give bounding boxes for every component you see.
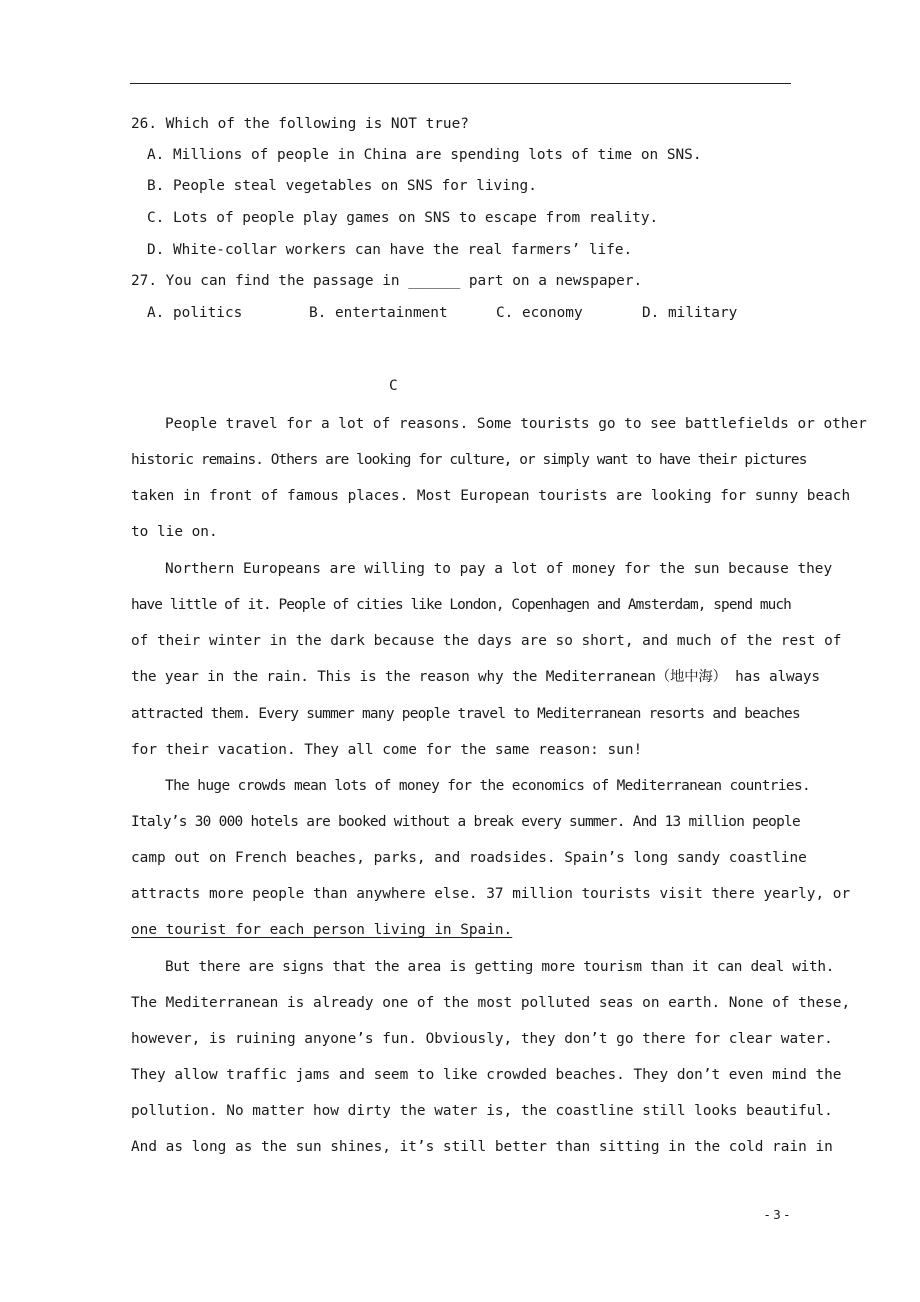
passage-line: The huge crowds mean lots of money for the economics of Mediterranean countries. (165, 778, 811, 794)
passage-line: to lie on. (131, 524, 218, 540)
question-27: 27. You can find the passage in ______ part on a newspaper. (131, 273, 643, 289)
passage-line: And as long as the sun shines, it’s still better than sitting in the cold rain in (131, 1139, 833, 1155)
passage-line: People travel for a lot of reasons. Some tourists go to see battlefields or other (165, 416, 867, 432)
passage-line: attracts more people than anywhere else. 37 million tourists visit there yearly, or (131, 886, 851, 902)
passage-line: But there are signs that the area is getting more tourism than it can deal with. (165, 959, 835, 975)
passage-line: pollution. No matter how dirty the water is, the coastline still looks beautiful. (131, 1103, 833, 1119)
q26-option-c: C. Lots of people play games on SNS to escape from reality. (147, 210, 659, 226)
page-number: - 3 - (765, 1208, 789, 1222)
question-26: 26. Which of the following is NOT true? (131, 116, 469, 132)
passage-line: Italy’s 30 000 hotels are booked without a break every summer. And 13 million people (131, 814, 800, 830)
passage-line: historic remains. Others are looking for culture, or simply want to have their pictures (131, 452, 807, 468)
header-rule (130, 83, 791, 84)
passage-line: the year in the rain. This is the reason why the Mediterranean（地中海） has always (131, 669, 820, 685)
passage-line: attracted them. Every summer many people travel to Mediterranean resorts and beaches (131, 706, 800, 722)
q26-option-b: B. People steal vegetables on SNS for living. (147, 178, 537, 194)
underlined-sentence: one tourist for each person living in Spain. (131, 922, 513, 938)
passage-line: have little of it. People of cities like London, Copenhagen and Amsterdam, spend much (131, 597, 791, 613)
section-heading: C (389, 378, 398, 394)
q27-option-d: D. military (642, 305, 738, 321)
q27-option-c: C. economy (496, 305, 583, 321)
passage-line: for their vacation. They all come for the same reason: sun! (131, 742, 643, 758)
passage-line: camp out on French beaches, parks, and roadsides. Spain’s long sandy coastline (131, 850, 807, 866)
q26-option-d: D. White-collar workers can have the real farmers’ life. (147, 242, 633, 258)
passage-line: Northern Europeans are willing to pay a lot of money for the sun because they (165, 561, 833, 577)
passage-line: The Mediterranean is already one of the most polluted seas on earth. None of these, (131, 995, 851, 1011)
passage-line: They allow traffic jams and seem to like crowded beaches. They don’t even mind the (131, 1067, 842, 1083)
passage-line: taken in front of famous places. Most European tourists are looking for sunny beach (131, 488, 851, 504)
q27-option-a: A. politics (147, 305, 243, 321)
q27-option-b: B. entertainment (309, 305, 448, 321)
q26-option-a: A. Millions of people in China are spending lots of time on SNS. (147, 147, 702, 163)
passage-line: however, is ruining anyone’s fun. Obviously, they don’t go there for clear water. (131, 1031, 833, 1047)
passage-line: of their winter in the dark because the days are so short, and much of the rest of (131, 633, 842, 649)
